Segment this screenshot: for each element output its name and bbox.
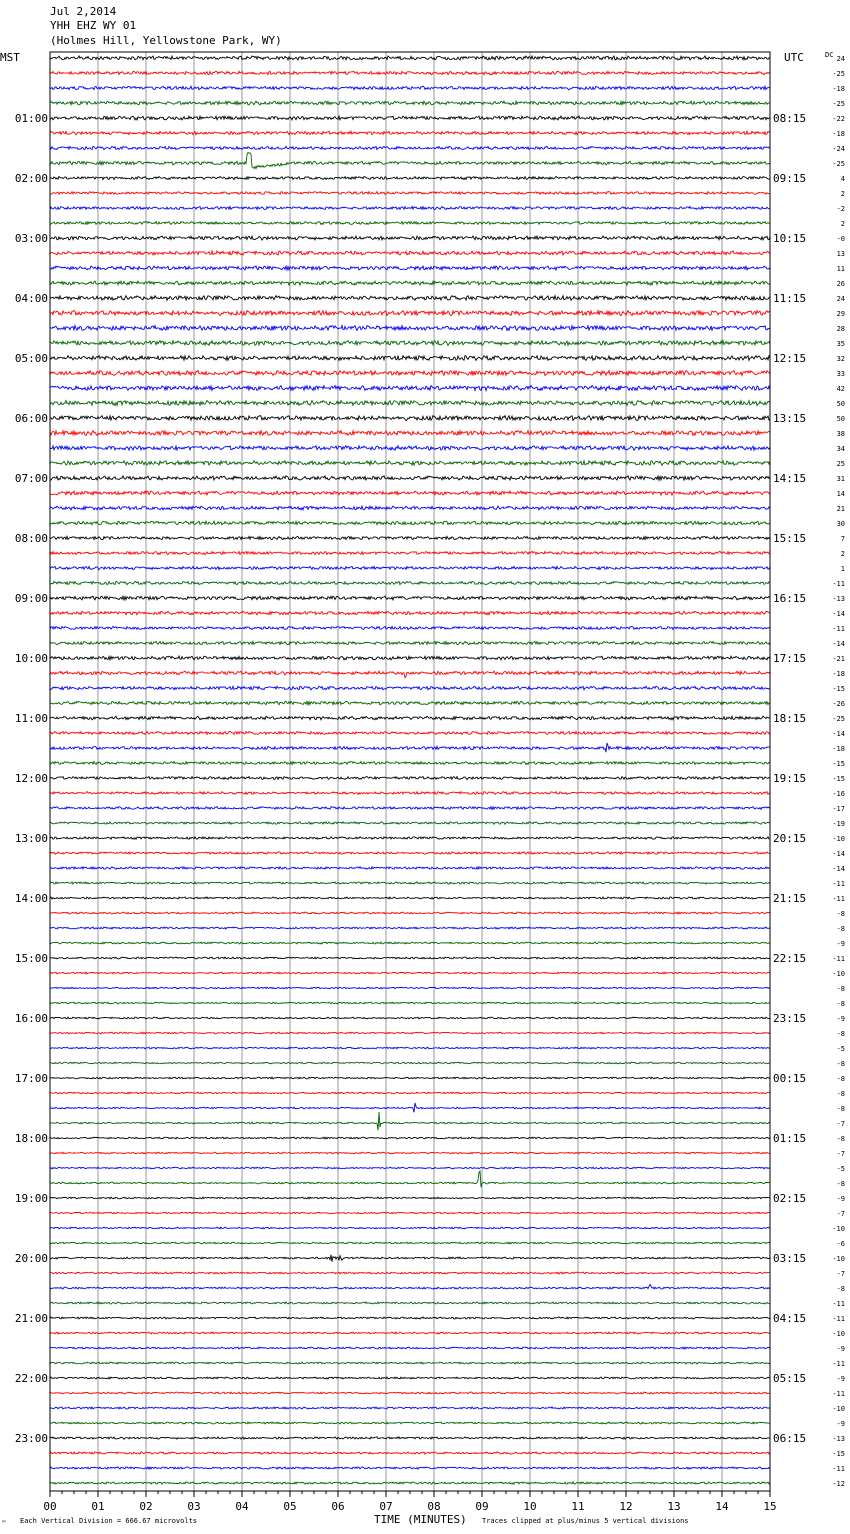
seismic-trace (50, 566, 770, 569)
seismic-trace (50, 1347, 770, 1349)
dc-offset-label: -5 (836, 1045, 845, 1053)
left-hour-label: 12:00 (14, 772, 48, 785)
seismic-trace (50, 222, 770, 225)
dc-offset-label: -9 (836, 1375, 845, 1383)
x-axis-title: TIME (MINUTES) (374, 1513, 467, 1526)
dc-offset-label: -14 (832, 640, 845, 648)
dc-offset-label: 25 (836, 460, 845, 468)
left-hour-label: 14:00 (14, 892, 48, 905)
dc-offset-label: -16 (832, 790, 845, 798)
dc-offset-label: -18 (832, 745, 845, 753)
seismic-trace (50, 1255, 770, 1262)
dc-offset-label: -8 (836, 1180, 845, 1188)
seismic-trace (50, 207, 770, 210)
dc-offset-label: -14 (832, 850, 845, 858)
seismic-trace (50, 1272, 770, 1274)
dc-offset-label: -22 (832, 115, 845, 123)
clip-note: Traces clipped at plus/minus 5 vertical divisions (482, 1517, 689, 1525)
dc-offset-label: -11 (832, 1300, 845, 1308)
seismic-trace (50, 822, 770, 825)
seismic-trace (50, 116, 770, 120)
seismic-trace (50, 281, 770, 285)
seismic-trace (50, 927, 770, 929)
dc-offset-label: -24 (832, 145, 845, 153)
dc-offset-label: -2 (836, 205, 845, 213)
right-hour-label: 03:15 (773, 1252, 807, 1265)
seismic-trace (50, 1002, 770, 1004)
dc-offset-label: 42 (836, 385, 845, 393)
dc-offset-label: -8 (836, 910, 845, 918)
dc-offset-label: -9 (836, 1015, 845, 1023)
seismic-trace (50, 177, 770, 180)
dc-offset-label: -18 (832, 670, 845, 678)
seismic-trace (50, 266, 770, 270)
seismic-trace (50, 807, 770, 810)
seismic-trace (50, 1377, 770, 1379)
seismic-trace (50, 1317, 770, 1319)
dc-offset-label: -11 (832, 580, 845, 588)
seismic-trace (50, 1137, 770, 1139)
seismic-trace (50, 1092, 770, 1094)
axis-labels (15, 55, 845, 1513)
right-hour-label: 06:15 (773, 1432, 807, 1445)
right-hour-label: 14:15 (773, 472, 807, 485)
dc-offset-label: -19 (832, 820, 845, 828)
seismic-trace (50, 731, 770, 734)
seismic-trace (50, 1167, 770, 1169)
dc-offset-label: -11 (832, 1390, 845, 1398)
seismic-trace (50, 701, 770, 705)
seismic-trace (50, 1332, 770, 1334)
left-hour-label: 20:00 (14, 1252, 48, 1265)
seismic-trace (50, 762, 770, 765)
scale-note: Each Vertical Division = 666.67 microvolts (20, 1517, 198, 1525)
dc-offset-header: DC (825, 51, 834, 59)
seismic-trace (50, 1284, 770, 1289)
x-tick-label: 02 (139, 1500, 153, 1513)
dc-offset-label: -15 (832, 1450, 845, 1458)
dc-offset-label: -17 (832, 805, 845, 813)
seismic-trace (50, 1197, 770, 1199)
dc-offset-label: -25 (832, 70, 845, 78)
dc-offset-label: 2 (840, 190, 845, 198)
dc-offset-label: -10 (832, 1405, 845, 1413)
right-hour-label: 19:15 (773, 772, 807, 785)
seismic-traces (50, 56, 770, 1484)
dc-offset-label: 21 (836, 505, 845, 513)
dc-offset-label: -8 (836, 925, 845, 933)
right-hour-label: 18:15 (773, 712, 807, 725)
dc-offset-label: -14 (832, 730, 845, 738)
right-hour-label: 20:15 (773, 832, 807, 845)
dc-offset-label: -9 (836, 940, 845, 948)
dc-offset-label: -8 (836, 1105, 845, 1113)
left-hour-label: 16:00 (14, 1012, 48, 1025)
dc-offset-label: -9 (836, 1195, 845, 1203)
title-station: YHH EHZ WY 01 (50, 19, 137, 32)
x-tick-label: 14 (715, 1500, 729, 1513)
right-hour-label: 12:15 (773, 352, 807, 365)
seismic-trace (50, 1032, 770, 1034)
dc-offset-label: 24 (836, 55, 845, 63)
left-hour-label: 07:00 (14, 472, 48, 485)
seismic-trace (50, 401, 770, 406)
title-location: (Holmes Hill, Yellowstone Park, WY) (50, 34, 282, 47)
seismic-trace (50, 641, 770, 644)
dc-offset-label: 29 (836, 310, 845, 318)
dc-offset-label: -14 (832, 610, 845, 618)
dc-offset-label: 24 (836, 295, 845, 303)
dc-offset-label: -14 (832, 865, 845, 873)
left-hour-label: 11:00 (14, 712, 48, 725)
seismic-trace (50, 370, 770, 375)
dc-offset-label: -12 (832, 1480, 845, 1488)
seismic-trace (50, 311, 770, 316)
right-hour-label: 13:15 (773, 412, 807, 425)
dc-offset-label: -11 (832, 895, 845, 903)
x-tick-label: 15 (763, 1500, 777, 1513)
x-tick-label: 05 (283, 1500, 297, 1513)
x-tick-label: 12 (619, 1500, 633, 1513)
seismic-trace (50, 146, 770, 149)
left-hour-label: 17:00 (14, 1072, 48, 1085)
dc-offset-label: -21 (832, 655, 845, 663)
x-tick-label: 01 (91, 1500, 105, 1513)
dc-offset-label: -11 (832, 955, 845, 963)
seismic-trace (50, 521, 770, 525)
seismic-trace (50, 972, 770, 974)
seismic-trace (50, 431, 770, 436)
dc-offset-label: 13 (836, 250, 845, 258)
seismic-trace (50, 1467, 770, 1469)
seismic-trace (50, 131, 770, 135)
dc-offset-label: -7 (836, 1120, 845, 1128)
seismic-trace (50, 852, 770, 855)
right-hour-label: 22:15 (773, 952, 807, 965)
left-hour-label: 19:00 (14, 1192, 48, 1205)
dc-offset-label: -10 (832, 835, 845, 843)
right-hour-label: 16:15 (773, 592, 807, 605)
left-hour-label: 15:00 (14, 952, 48, 965)
dc-offset-label: -8 (836, 1285, 845, 1293)
dc-offset-label: 31 (836, 475, 845, 483)
x-tick-label: 08 (427, 1500, 441, 1513)
seismic-trace (50, 71, 770, 74)
seismic-trace (50, 1422, 770, 1424)
seismic-trace (50, 1437, 770, 1439)
seismic-trace (50, 1392, 770, 1394)
dc-offset-label: -7 (836, 1210, 845, 1218)
right-hour-label: 08:15 (773, 112, 807, 125)
dc-offset-label: -6 (836, 1240, 845, 1248)
seismic-trace (50, 491, 770, 495)
seismic-trace (50, 656, 770, 660)
seismic-trace (50, 882, 770, 884)
dc-offset-label: -13 (832, 595, 845, 603)
seismic-trace (50, 386, 770, 391)
dc-offset-label: 33 (836, 370, 845, 378)
right-hour-label: 15:15 (773, 532, 807, 545)
dc-offset-label: -18 (832, 85, 845, 93)
dc-offset-label: -8 (836, 985, 845, 993)
dc-offset-label: 35 (836, 340, 845, 348)
left-hour-label: 05:00 (14, 352, 48, 365)
dc-offset-label: -9 (836, 1420, 845, 1428)
x-tick-label: 07 (379, 1500, 393, 1513)
seismic-trace (50, 236, 770, 240)
left-hour-label: 04:00 (14, 292, 48, 305)
dc-offset-label: -7 (836, 1150, 845, 1158)
seismic-trace (50, 1242, 770, 1244)
dc-offset-label: -11 (832, 1315, 845, 1323)
x-tick-label: 09 (475, 1500, 489, 1513)
seismic-trace (50, 192, 770, 195)
seismic-trace (50, 1452, 770, 1454)
seismic-trace (50, 101, 770, 105)
dc-offset-label: 11 (836, 265, 845, 273)
dc-offset-label: -10 (832, 1255, 845, 1263)
seismic-trace (50, 626, 770, 629)
seismic-trace (50, 867, 770, 870)
seismic-trace (50, 325, 770, 330)
left-hour-label: 10:00 (14, 652, 48, 665)
dc-offset-label: -5 (836, 1165, 845, 1173)
seismic-trace (50, 86, 770, 90)
left-hour-label: 09:00 (14, 592, 48, 605)
seismic-trace (50, 416, 770, 421)
dc-offset-label: -9 (836, 1345, 845, 1353)
seismic-trace (50, 153, 770, 169)
seismic-trace (50, 1152, 770, 1154)
dc-offset-label: 30 (836, 520, 845, 528)
x-tick-label: 11 (571, 1500, 585, 1513)
seismic-trace (50, 341, 770, 346)
right-hour-label: 09:15 (773, 172, 807, 185)
dc-offset-label: -10 (832, 1330, 845, 1338)
seismic-trace (50, 1171, 770, 1187)
right-hour-label: 02:15 (773, 1192, 807, 1205)
dc-offset-label: -25 (832, 100, 845, 108)
seismic-trace (50, 1302, 770, 1304)
dc-offset-label: 50 (836, 415, 845, 423)
left-timezone-label: MST (0, 51, 20, 64)
x-tick-label: 13 (667, 1500, 681, 1513)
title-date: Jul 2,2014 (50, 5, 117, 18)
seismic-trace (50, 596, 770, 600)
seismic-trace (50, 536, 770, 539)
dc-offset-label: 38 (836, 430, 845, 438)
seismic-trace (50, 251, 770, 255)
dc-offset-label: -11 (832, 1465, 845, 1473)
dc-offset-label: 7 (840, 535, 845, 543)
dc-offset-label: -15 (832, 775, 845, 783)
dc-offset-label: 50 (836, 400, 845, 408)
dc-offset-label: 14 (836, 490, 845, 498)
right-hour-label: 10:15 (773, 232, 807, 245)
dc-offset-label: -0 (836, 235, 845, 243)
x-tick-label: 04 (235, 1500, 249, 1513)
dc-offset-label: -8 (836, 1060, 845, 1068)
left-hour-label: 21:00 (14, 1312, 48, 1325)
seismic-trace (50, 1482, 770, 1484)
left-hour-label: 02:00 (14, 172, 48, 185)
seismic-trace (50, 56, 770, 60)
left-hour-label: 23:00 (14, 1432, 48, 1445)
seismic-trace (50, 476, 770, 480)
dc-offset-label: -18 (832, 130, 845, 138)
dc-offset-label: -8 (836, 1090, 845, 1098)
seismic-trace (50, 356, 770, 361)
seismic-trace (50, 897, 770, 899)
left-hour-label: 03:00 (14, 232, 48, 245)
dc-offset-label: -8 (836, 1135, 845, 1143)
seismic-trace (50, 1062, 770, 1064)
right-hour-label: 04:15 (773, 1312, 807, 1325)
seismic-trace (50, 446, 770, 451)
seismic-trace (50, 296, 770, 301)
dc-offset-label: 34 (836, 445, 845, 453)
left-hour-label: 08:00 (14, 532, 48, 545)
dc-offset-label: -8 (836, 1000, 845, 1008)
seismic-trace (50, 1227, 770, 1229)
dc-offset-label: -11 (832, 1360, 845, 1368)
seismic-trace (50, 837, 770, 840)
seismic-trace (50, 1362, 770, 1364)
seismic-trace (50, 777, 770, 780)
x-tick-label: 03 (187, 1500, 201, 1513)
dc-offset-label: 4 (840, 175, 845, 183)
x-tick-label: 06 (331, 1500, 345, 1513)
seismic-trace (50, 1103, 770, 1112)
seismic-trace (50, 1212, 770, 1214)
dc-offset-label: -8 (836, 1030, 845, 1038)
right-hour-label: 17:15 (773, 652, 807, 665)
x-tick-label: 00 (43, 1500, 57, 1513)
dc-offset-label: 2 (840, 220, 845, 228)
seismic-trace (50, 743, 770, 752)
seismic-trace (50, 686, 770, 690)
x-tick-label: 10 (523, 1500, 537, 1513)
seismic-trace (50, 1112, 770, 1130)
dc-offset-label: -11 (832, 625, 845, 633)
dc-offset-label: -7 (836, 1270, 845, 1278)
dc-offset-label: -25 (832, 160, 845, 168)
dc-offset-label: -8 (836, 1075, 845, 1083)
seismic-trace (50, 1017, 770, 1019)
seismic-trace (50, 957, 770, 959)
left-hour-label: 06:00 (14, 412, 48, 425)
seismic-trace (50, 461, 770, 466)
seismic-trace (50, 506, 770, 510)
seismic-trace (50, 1047, 770, 1049)
right-hour-label: 23:15 (773, 1012, 807, 1025)
dc-offset-label: -10 (832, 1225, 845, 1233)
dc-offset-label: 2 (840, 550, 845, 558)
seismic-trace (50, 942, 770, 944)
dc-offset-label: -10 (832, 970, 845, 978)
dc-offset-label: -26 (832, 700, 845, 708)
dc-offset-label: 1 (840, 565, 845, 573)
seismic-trace (50, 551, 770, 554)
corner-mark: ™ (2, 1520, 6, 1527)
right-hour-label: 01:15 (773, 1132, 807, 1145)
left-hour-label: 13:00 (14, 832, 48, 845)
dc-offset-label: -25 (832, 715, 845, 723)
right-hour-label: 21:15 (773, 892, 807, 905)
right-hour-label: 05:15 (773, 1372, 807, 1385)
seismic-trace (50, 912, 770, 914)
right-hour-label: 00:15 (773, 1072, 807, 1085)
right-timezone-label: UTC (784, 51, 804, 64)
seismic-trace (50, 1407, 770, 1409)
left-hour-label: 22:00 (14, 1372, 48, 1385)
seismic-trace (50, 987, 770, 989)
left-hour-label: 18:00 (14, 1132, 48, 1145)
left-hour-label: 01:00 (14, 112, 48, 125)
seismic-trace (50, 671, 770, 678)
seismic-trace (50, 581, 770, 584)
seismic-trace (50, 1077, 770, 1079)
dc-offset-label: -11 (832, 880, 845, 888)
seismic-trace (50, 611, 770, 615)
dc-offset-label: -13 (832, 1435, 845, 1443)
dc-offset-label: -15 (832, 760, 845, 768)
seismic-trace (50, 792, 770, 795)
dc-offset-label: -15 (832, 685, 845, 693)
dc-offset-label: 26 (836, 280, 845, 288)
dc-offset-label: 32 (836, 355, 845, 363)
dc-offset-label: 28 (836, 325, 845, 333)
seismic-trace (50, 716, 770, 720)
right-hour-label: 11:15 (773, 292, 807, 305)
